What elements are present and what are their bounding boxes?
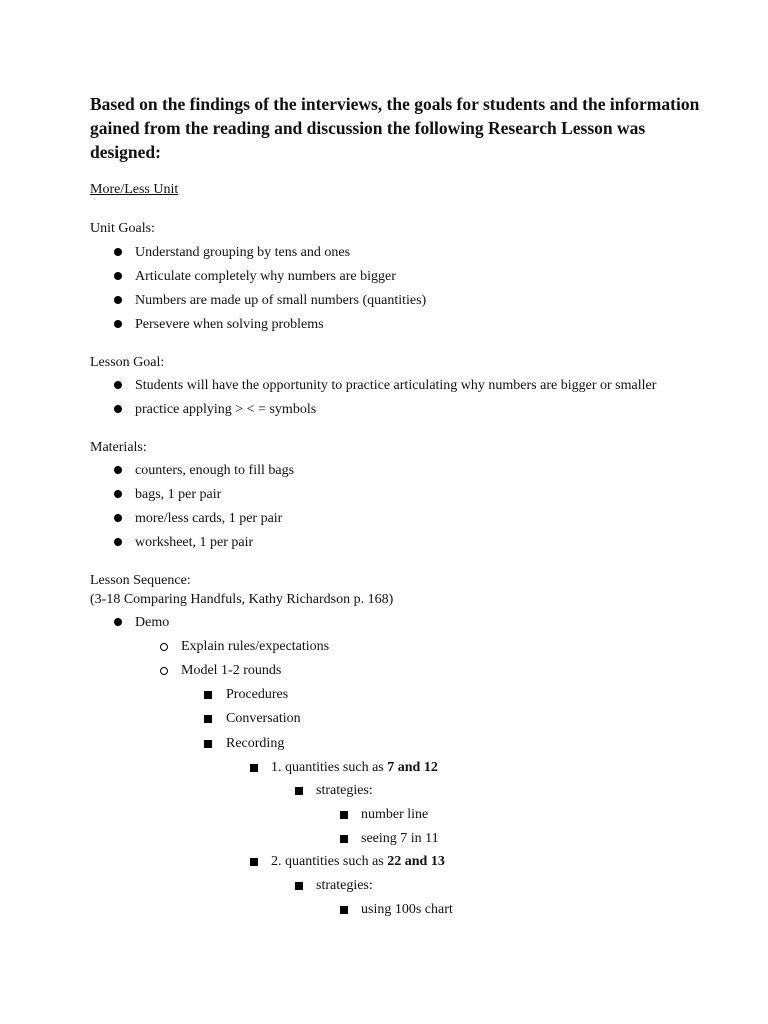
bullet-dot-icon (114, 296, 122, 304)
bullet-dot-icon (114, 514, 122, 522)
unit-goals-label: Unit Goals: (90, 221, 155, 236)
bullet-dot-icon (114, 490, 122, 498)
bullet-dot-icon (114, 618, 122, 626)
bullet-circle-icon (160, 643, 168, 651)
materials-label: Materials: (90, 440, 147, 455)
bullet-square-icon (340, 906, 348, 914)
bullet-square-icon (204, 740, 212, 748)
bullet-dot-icon (114, 466, 122, 474)
lesson-goal-label: Lesson Goal: (90, 355, 165, 370)
bullet-square-icon (340, 835, 348, 843)
bullet-square-icon (295, 787, 303, 795)
unit-title: More/Less Unit (90, 182, 179, 197)
bullet-square-icon (250, 858, 258, 866)
bullet-dot-icon (114, 538, 122, 546)
bullet-circle-icon (160, 667, 168, 675)
bullet-dot-icon (114, 381, 122, 389)
document-heading: Based on the findings of the interviews, the goals for students and the information gained from the reading and discussion the following Research Lesson was designed: (90, 94, 700, 162)
bullet-dot-icon (114, 320, 122, 328)
document-page: Based on the findings of the interviews, the goals for students and the information gained from the reading and discussion the following Research Lesson was designed: More/Less Unit Unit Goals: Understand grouping by tens and ones Articulate completely why numbers are bigger Numbers are made up of small numbers (quantities) Persevere when solving problems Lesson Goal: Students will have the opportunity to practice articulating why numbers are bigger or smaller practice applying > < = symbols Materials: counters, enough to fill bags bags, 1 per pair more/less cards, 1 per pair worksheet, 1 per pair Lesson Sequence: (3-18 Comparing Handfuls, Kathy Richardson p. 168) Demo Explain rules/expectations Model 1-2 rounds Procedures Conversation Recording 1. quantities such as 7 and 12 strategies: number line seeing 7 in 11 2. quantities such as 22 and 13 strategies: using 100s chart (90, 92, 710, 164)
bullet-square-icon (340, 811, 348, 819)
bullet-dot-icon (114, 405, 122, 413)
bullet-dot-icon (114, 272, 122, 280)
lesson-sequence-label: Lesson Sequence: (90, 573, 191, 588)
bullet-square-icon (250, 764, 258, 772)
bullet-square-icon (204, 715, 212, 723)
bullet-dot-icon (114, 248, 122, 256)
bullet-square-icon (295, 882, 303, 890)
bullet-square-icon (204, 691, 212, 699)
lesson-sequence-reference: (3-18 Comparing Handfuls, Kathy Richardson p. 168) (90, 592, 394, 607)
